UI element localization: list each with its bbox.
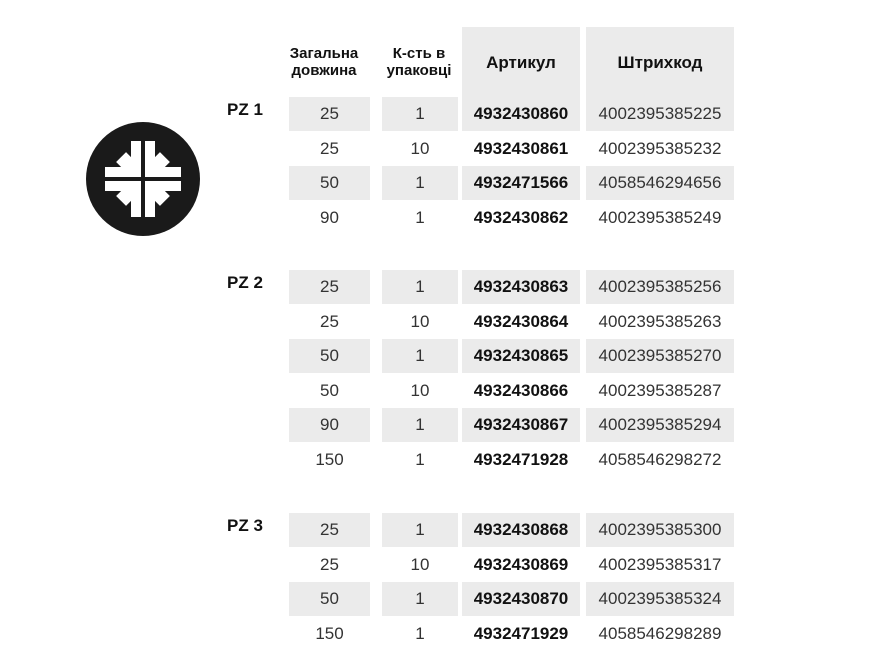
length-cell: 150 <box>315 450 344 469</box>
table-row <box>0 201 874 235</box>
barcode-cell: 4058546294656 <box>586 166 734 200</box>
table-row <box>0 97 874 131</box>
table-row <box>0 513 874 547</box>
article-cell: 4932430870 <box>462 582 580 616</box>
length-cell: 90 <box>289 408 370 442</box>
barcode-cell: 4002395385317 <box>598 554 722 574</box>
barcode-cell: 4002395385300 <box>586 513 734 547</box>
qty-cell: 1 <box>382 166 458 200</box>
qty-cell: 1 <box>415 207 425 227</box>
qty-cell: 1 <box>382 270 458 304</box>
length-cell: 50 <box>289 582 370 616</box>
barcode-cell: 4058546298272 <box>598 450 722 469</box>
header-length: Загальна довжина <box>289 45 359 79</box>
length-cell: 150 <box>315 623 344 643</box>
article-cell: 4932430865 <box>462 339 580 373</box>
qty-cell: 10 <box>410 380 430 400</box>
barcode-cell: 4058546298289 <box>598 623 722 643</box>
qty-cell: 1 <box>382 408 458 442</box>
barcode-cell: 4002395385263 <box>598 311 722 331</box>
article-cell: 4932471929 <box>473 623 569 643</box>
table-row <box>0 548 874 582</box>
group-label: PZ 1 <box>227 100 263 119</box>
length-cell: 90 <box>320 207 339 227</box>
table-row <box>0 339 874 373</box>
qty-cell: 1 <box>382 339 458 373</box>
length-cell: 25 <box>289 513 370 547</box>
barcode-cell: 4002395385294 <box>586 408 734 442</box>
table-row <box>0 270 874 304</box>
article-cell: 4932430862 <box>473 207 569 227</box>
article-cell: 4932471566 <box>462 166 580 200</box>
group-label: PZ 2 <box>227 273 263 292</box>
article-cell: 4932430869 <box>473 554 569 574</box>
qty-cell: 10 <box>410 311 430 331</box>
length-cell: 25 <box>289 270 370 304</box>
qty-cell: 1 <box>382 582 458 616</box>
article-cell: 4932430864 <box>473 311 569 331</box>
length-cell: 50 <box>289 166 370 200</box>
article-cell: 4932430860 <box>462 97 580 131</box>
barcode-cell: 4002395385249 <box>598 207 722 227</box>
length-cell: 25 <box>320 138 339 158</box>
table-row <box>0 582 874 616</box>
length-cell: 25 <box>289 97 370 131</box>
length-cell: 25 <box>320 554 339 574</box>
article-cell: 4932430868 <box>462 513 580 547</box>
header-article: Артикул <box>462 27 580 97</box>
table-row <box>0 132 874 166</box>
article-cell: 4932430866 <box>473 380 569 400</box>
qty-cell: 1 <box>382 513 458 547</box>
table-row <box>0 617 874 651</box>
article-cell: 4932471928 <box>473 450 569 469</box>
table-row <box>0 374 874 408</box>
article-cell: 4932430863 <box>462 270 580 304</box>
qty-cell: 1 <box>415 623 425 643</box>
article-cell: 4932430861 <box>473 138 569 158</box>
table-row <box>0 443 874 477</box>
barcode-cell: 4002395385256 <box>586 270 734 304</box>
barcode-cell: 4002395385287 <box>598 380 722 400</box>
table-row <box>0 305 874 339</box>
header-barcode: Штрихкод <box>586 27 734 97</box>
qty-cell: 1 <box>415 450 425 469</box>
length-cell: 50 <box>289 339 370 373</box>
qty-cell: 1 <box>382 97 458 131</box>
barcode-cell: 4002395385232 <box>598 138 722 158</box>
length-cell: 25 <box>320 311 339 331</box>
barcode-cell: 4002395385225 <box>586 97 734 131</box>
barcode-cell: 4002395385270 <box>586 339 734 373</box>
length-cell: 50 <box>320 380 339 400</box>
barcode-cell: 4002395385324 <box>586 582 734 616</box>
table-row <box>0 166 874 200</box>
group-label: PZ 3 <box>227 516 263 535</box>
table-row <box>0 408 874 442</box>
article-cell: 4932430867 <box>462 408 580 442</box>
qty-cell: 10 <box>410 554 430 574</box>
header-qty: К-сть в упаковці <box>386 45 452 79</box>
qty-cell: 10 <box>410 138 430 158</box>
